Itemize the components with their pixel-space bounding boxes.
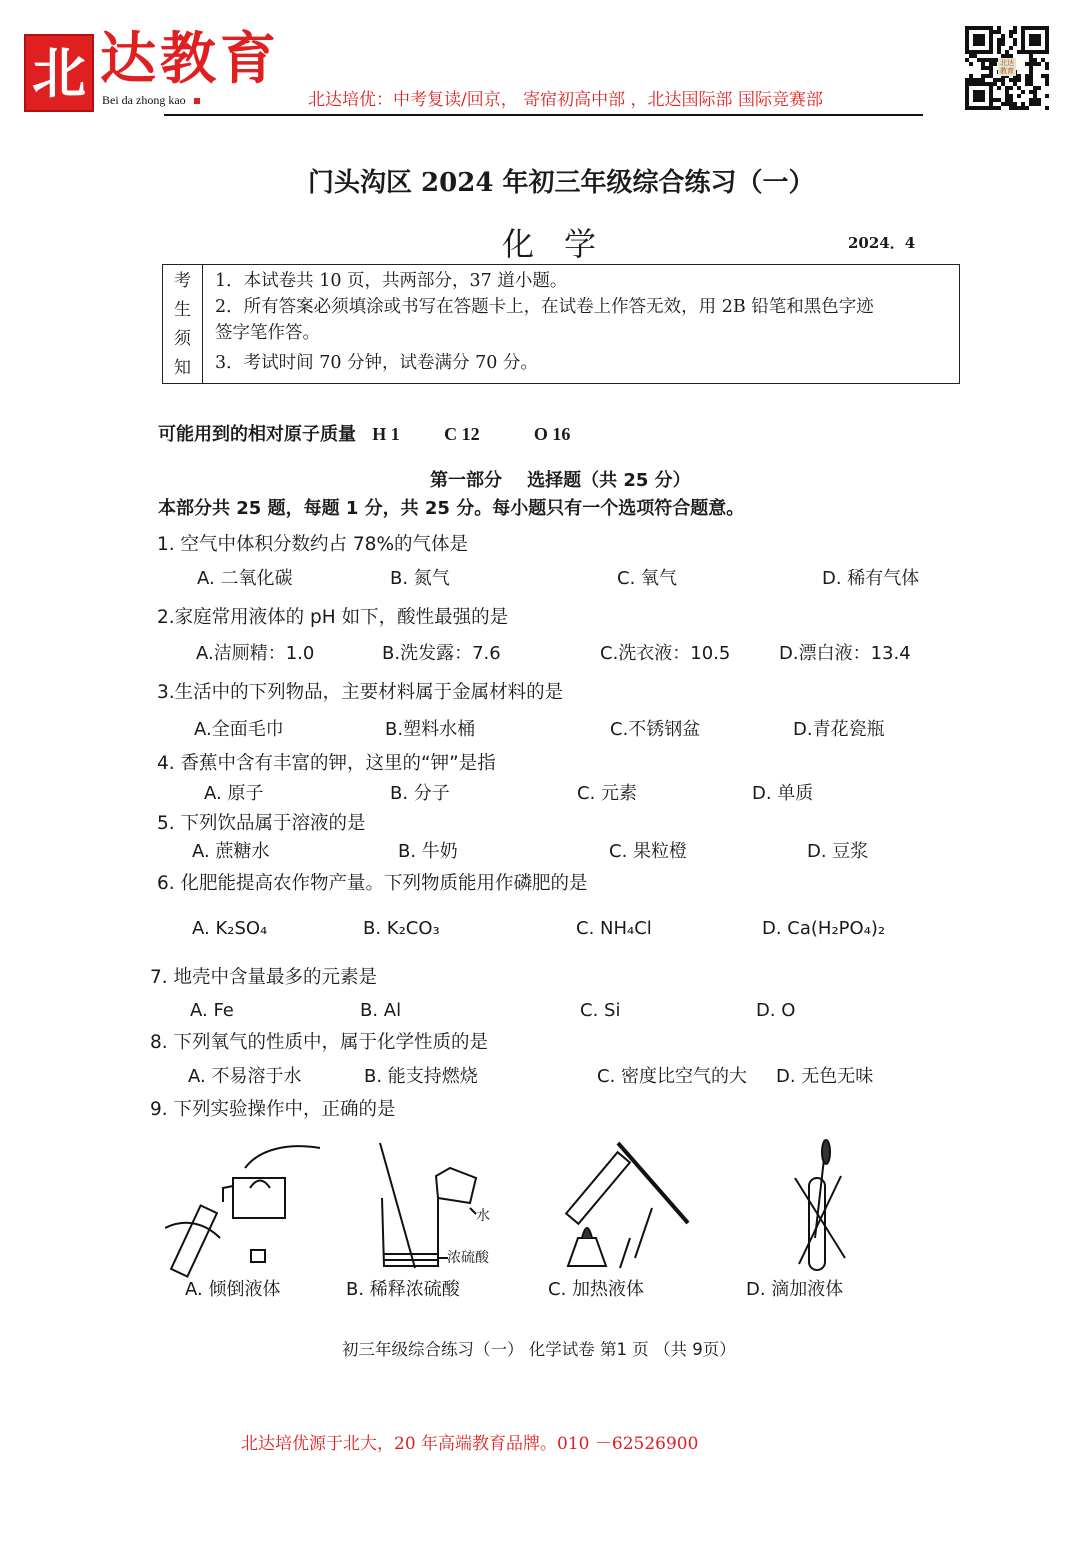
notice-item: 签字笔作答。 bbox=[215, 323, 320, 343]
beaker bbox=[382, 1198, 438, 1266]
answer-option: D.漂白液：13.4 bbox=[779, 643, 911, 664]
question-stem: 9. 下列实验操作中，正确的是 bbox=[150, 1099, 396, 1120]
atomic-mass-value: C 12 bbox=[444, 424, 480, 444]
atomic-mass-line bbox=[158, 424, 570, 446]
answer-option: D.青花瓷瓶 bbox=[793, 719, 885, 740]
exam-date: 2024．4 bbox=[848, 234, 916, 252]
part-intro: 本部分共 25 题，每题 1 分，共 25 分。每小题只有一个选项符合题意。 bbox=[158, 498, 745, 519]
reagent-bottle bbox=[233, 1178, 285, 1218]
answer-option: C. Si bbox=[580, 1000, 621, 1021]
question-stem: 1. 空气中体积分数约占 78%的气体是 bbox=[157, 534, 469, 555]
question-stem: 4. 香蕉中含有丰富的钾，这里的“钾”是指 bbox=[157, 753, 496, 774]
logo-subtitle-text: Bei da zhong kao bbox=[102, 93, 186, 107]
answer-option: B. 稀释浓硫酸 bbox=[346, 1279, 460, 1300]
answer-option: C. 密度比空气的大 bbox=[597, 1066, 748, 1087]
question-stem: 5. 下列饮品属于溶液的是 bbox=[157, 813, 366, 834]
heating-liquid-figure bbox=[560, 1138, 700, 1278]
atomic-mass-label: 可能用到的相对原子质量 bbox=[158, 424, 356, 445]
question-stem: 7. 地壳中含量最多的元素是 bbox=[150, 967, 378, 988]
part-heading: 第一部分 选择题（共 25 分） bbox=[430, 470, 691, 491]
atomic-mass-value: O 16 bbox=[533, 424, 571, 444]
notice-side-char: 须 bbox=[174, 329, 191, 349]
notice-side-char: 生 bbox=[174, 300, 191, 320]
answer-option: C. 果粒橙 bbox=[609, 841, 688, 862]
header-divider bbox=[164, 114, 923, 116]
page-footer: 初三年级综合练习（一） 化学试卷 第1 页 （共 9页） bbox=[342, 1340, 736, 1359]
question-stem: 2.家庭常用液体的 pH 如下，酸性最强的是 bbox=[157, 607, 509, 628]
answer-option: C.不锈钢盆 bbox=[610, 719, 701, 740]
notice-side-char: 考 bbox=[174, 271, 191, 291]
dilute-acid-figure bbox=[370, 1138, 520, 1278]
stopper bbox=[251, 1250, 265, 1262]
question-stem: 6. 化肥能提高农作物产量。下列物质能用作磷肥的是 bbox=[157, 873, 588, 894]
answer-option: A. 二氧化碳 bbox=[197, 568, 293, 589]
test-tube-holder bbox=[618, 1143, 688, 1223]
notice-side-label bbox=[163, 265, 203, 383]
answer-option: B.塑料水桶 bbox=[385, 719, 476, 740]
answer-option: C. 加热液体 bbox=[548, 1279, 645, 1300]
subject-title: 化学 bbox=[502, 225, 627, 263]
ad-footer: 北达培优源于北大，20 年高端教育品牌。010 －62526900 bbox=[241, 1434, 699, 1454]
answer-option: A. 原子 bbox=[204, 783, 264, 804]
notice-item: 2．所有答案必须填涂或书写在答题卡上，在试卷上作答无效，用 2B 铅笔和黑色字迹 bbox=[215, 297, 874, 317]
dropping-liquid-figure bbox=[785, 1138, 855, 1278]
answer-option: B.洗发露：7.6 bbox=[382, 643, 501, 664]
question-stem: 8. 下列氧气的性质中，属于化学性质的是 bbox=[150, 1032, 489, 1053]
glass-rod bbox=[380, 1143, 415, 1268]
answer-option: A.全面毛巾 bbox=[194, 719, 284, 740]
answer-option: A. 不易溶于水 bbox=[188, 1066, 302, 1087]
answer-option: D. 滴加液体 bbox=[746, 1279, 844, 1300]
logo-subtitle bbox=[102, 93, 200, 107]
answer-option: B. 分子 bbox=[390, 783, 450, 804]
test-tube bbox=[171, 1205, 217, 1276]
atomic-mass-value: H 1 bbox=[372, 424, 400, 444]
answer-option: D. 豆浆 bbox=[807, 841, 869, 862]
answer-option: A. Fe bbox=[190, 1000, 234, 1021]
answer-option: D. 单质 bbox=[752, 783, 814, 804]
answer-option: D. 无色无味 bbox=[776, 1066, 874, 1087]
answer-option: A. 倾倒液体 bbox=[185, 1279, 281, 1300]
answer-option: B. 氮气 bbox=[390, 568, 450, 589]
answer-option: B. Al bbox=[360, 1000, 402, 1021]
header-slogan: 北达培优：中考复读/回京， 寄宿初高中部 ，北达国际部 国际竞赛部 bbox=[308, 90, 823, 110]
answer-option: C. NH₄Cl bbox=[576, 918, 652, 939]
alcohol-lamp bbox=[568, 1238, 606, 1266]
answer-option: C. 氧气 bbox=[617, 568, 678, 589]
notice-item: 1．本试卷共 10 页，共两部分，37 道小题。 bbox=[215, 271, 568, 291]
logo-mark: 北 bbox=[24, 34, 94, 112]
small-beaker bbox=[436, 1168, 476, 1203]
acid-label: 浓硫酸 bbox=[447, 1250, 489, 1266]
answer-option: A. 蔗糖水 bbox=[192, 841, 270, 862]
answer-option: A.洁厕精：1.0 bbox=[196, 643, 315, 664]
exam-title: 门头沟区 2024 年初三年级综合练习（一） bbox=[308, 168, 815, 198]
answer-option: C.洗衣液：10.5 bbox=[600, 643, 731, 664]
logo-text: 达教育 bbox=[100, 26, 280, 92]
pouring-liquid-figure bbox=[165, 1138, 325, 1278]
answer-option: D. Ca(H₂PO₄)₂ bbox=[762, 918, 886, 939]
notice-item: 3．考试时间 70 分钟，试卷满分 70 分。 bbox=[215, 353, 538, 373]
answer-option: B. 牛奶 bbox=[398, 841, 458, 862]
logo-square-icon bbox=[194, 98, 200, 104]
notice-box bbox=[162, 264, 960, 384]
water-label: 水 bbox=[476, 1208, 490, 1224]
answer-option: D. O bbox=[756, 1000, 796, 1021]
qr-center-label: 北达教育 bbox=[1000, 59, 1014, 75]
answer-option: C. 元素 bbox=[577, 783, 638, 804]
answer-option: D. 稀有气体 bbox=[822, 568, 920, 589]
answer-option: B. 能支持燃烧 bbox=[364, 1066, 478, 1087]
notice-side-char: 知 bbox=[174, 358, 191, 378]
answer-option: B. K₂CO₃ bbox=[363, 918, 440, 939]
answer-option: A. K₂SO₄ bbox=[192, 918, 268, 939]
question-stem: 3.生活中的下列物品，主要材料属于金属材料的是 bbox=[157, 682, 564, 703]
test-tube bbox=[566, 1152, 630, 1224]
